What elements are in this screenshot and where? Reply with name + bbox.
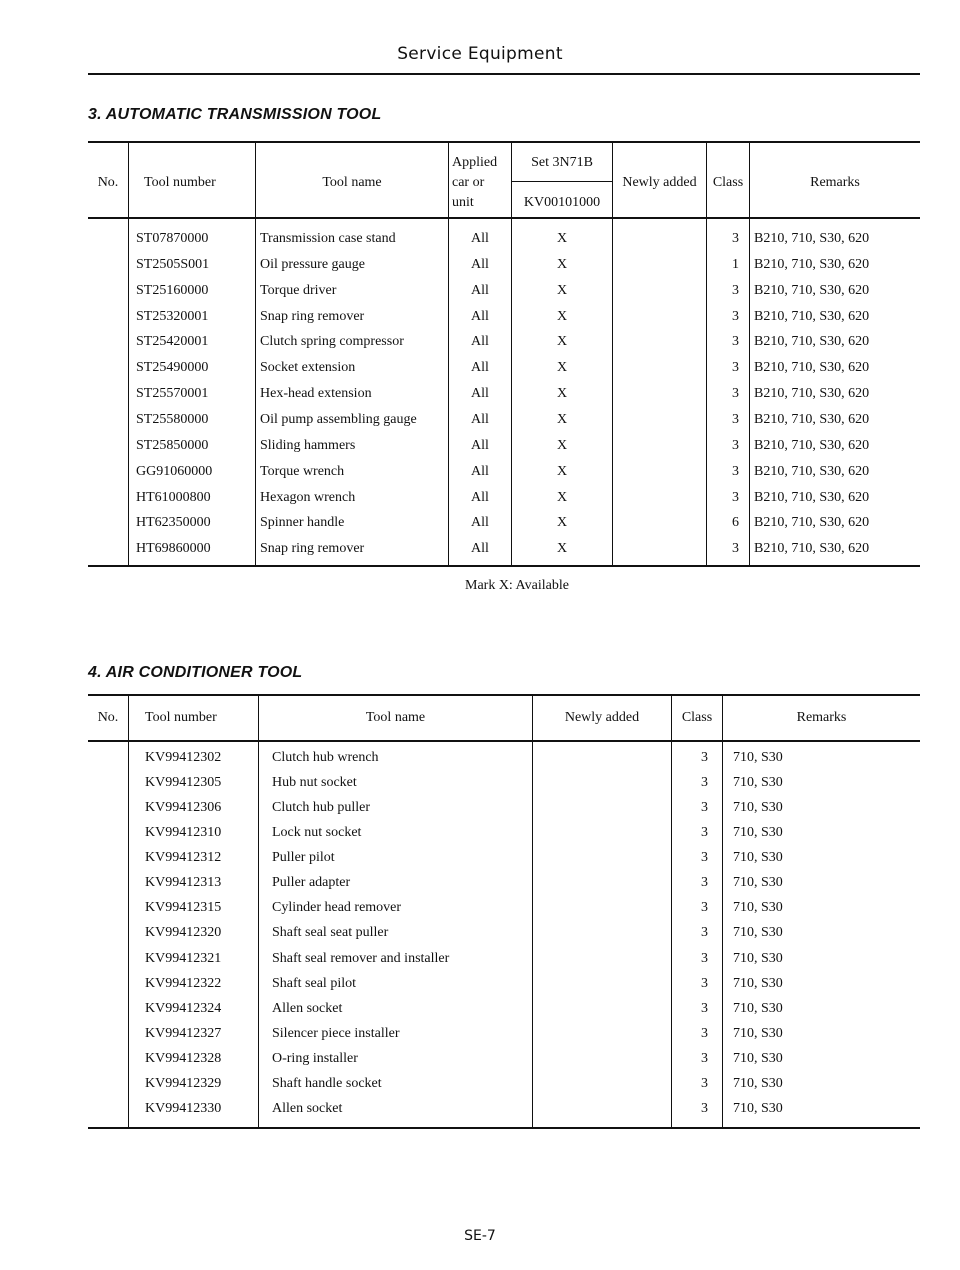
remarks: B210, 710, S30, 620 bbox=[754, 386, 870, 401]
remarks: 710, S30 bbox=[733, 825, 783, 840]
applied-car: All bbox=[471, 541, 489, 556]
ac-col-divider bbox=[532, 695, 533, 1129]
ac-header-newly-added: Newly added bbox=[564, 710, 640, 725]
at-header-newly-added: Newly added bbox=[622, 175, 697, 190]
ac-header-tool-name: Tool name bbox=[365, 710, 426, 725]
set-mark: X bbox=[556, 464, 568, 479]
at-set-divider bbox=[511, 181, 612, 182]
tool-number: HT62350000 bbox=[136, 515, 211, 530]
at-header-set-number: KV00101000 bbox=[523, 195, 601, 210]
class-value: 3 bbox=[701, 800, 708, 815]
class-value: 3 bbox=[732, 360, 739, 375]
class-value: 3 bbox=[732, 412, 739, 427]
tool-number: ST25420001 bbox=[136, 334, 209, 349]
set-mark: X bbox=[556, 309, 568, 324]
remarks: B210, 710, S30, 620 bbox=[754, 541, 870, 556]
applied-car: All bbox=[471, 490, 489, 505]
applied-car: All bbox=[471, 283, 489, 298]
tool-number: KV99412315 bbox=[145, 900, 222, 915]
class-value: 3 bbox=[701, 775, 708, 790]
set-mark: X bbox=[556, 490, 568, 505]
tool-number: KV99412302 bbox=[145, 750, 222, 765]
applied-car: All bbox=[471, 360, 489, 375]
at-header-set-name: Set 3N71B bbox=[531, 155, 593, 170]
tool-name: Allen socket bbox=[272, 1101, 343, 1116]
applied-car: All bbox=[471, 515, 489, 530]
class-value: 3 bbox=[732, 309, 739, 324]
remarks: 710, S30 bbox=[733, 1026, 783, 1041]
ac-header-class: Class bbox=[681, 710, 713, 725]
remarks: B210, 710, S30, 620 bbox=[754, 412, 870, 427]
set-mark: X bbox=[556, 412, 568, 427]
tool-name: Socket extension bbox=[260, 360, 356, 375]
class-value: 6 bbox=[732, 515, 739, 530]
remarks: 710, S30 bbox=[733, 775, 783, 790]
class-value: 3 bbox=[732, 231, 739, 246]
at-header-applied-line1: Applied bbox=[452, 155, 498, 170]
at-header-applied-line2: car or bbox=[452, 175, 485, 190]
tool-name: Puller adapter bbox=[272, 875, 351, 890]
tool-number: HT61000800 bbox=[136, 490, 211, 505]
applied-car: All bbox=[471, 438, 489, 453]
class-value: 1 bbox=[732, 257, 739, 272]
tool-name: Shaft handle socket bbox=[272, 1076, 382, 1091]
remarks: 710, S30 bbox=[733, 1001, 783, 1016]
at-header-tool-name: Tool name bbox=[322, 175, 382, 190]
ac-col-divider bbox=[258, 695, 259, 1129]
page-header: Service Equipment bbox=[397, 44, 563, 64]
ac-col-divider bbox=[722, 695, 723, 1129]
applied-car: All bbox=[471, 309, 489, 324]
applied-car: All bbox=[471, 257, 489, 272]
at-header-no: No. bbox=[97, 175, 119, 190]
set-mark: X bbox=[556, 257, 568, 272]
remarks: 710, S30 bbox=[733, 1076, 783, 1091]
tool-name: Oil pressure gauge bbox=[260, 257, 365, 272]
class-value: 3 bbox=[701, 976, 708, 991]
class-value: 3 bbox=[701, 1001, 708, 1016]
class-value: 3 bbox=[701, 1051, 708, 1066]
tool-number: KV99412305 bbox=[145, 775, 222, 790]
tool-number: ST25160000 bbox=[136, 283, 209, 298]
class-value: 3 bbox=[732, 283, 739, 298]
header-rule bbox=[88, 73, 920, 75]
remarks: B210, 710, S30, 620 bbox=[754, 257, 870, 272]
set-mark: X bbox=[556, 386, 568, 401]
at-header-remarks: Remarks bbox=[810, 175, 860, 190]
page-number: SE-7 bbox=[464, 1228, 496, 1244]
tool-number: ST25320001 bbox=[136, 309, 209, 324]
tool-name: Shaft seal seat puller bbox=[272, 925, 389, 940]
tool-name: Snap ring remover bbox=[260, 309, 365, 324]
tool-number: KV99412306 bbox=[145, 800, 222, 815]
at-top-rule bbox=[88, 141, 920, 143]
tool-name: Torque driver bbox=[260, 283, 337, 298]
at-section-title: 3. AUTOMATIC TRANSMISSION TOOL bbox=[88, 106, 382, 123]
tool-name: Allen socket bbox=[272, 1001, 343, 1016]
tool-name: Lock nut socket bbox=[272, 825, 362, 840]
at-footnote: Mark X: Available bbox=[465, 578, 569, 593]
tool-number: KV99412320 bbox=[145, 925, 222, 940]
tool-name: Sliding hammers bbox=[260, 438, 356, 453]
class-value: 3 bbox=[701, 1076, 708, 1091]
tool-number: HT69860000 bbox=[136, 541, 211, 556]
tool-number: ST07870000 bbox=[136, 231, 209, 246]
applied-car: All bbox=[471, 231, 489, 246]
class-value: 3 bbox=[701, 900, 708, 915]
set-mark: X bbox=[556, 515, 568, 530]
remarks: B210, 710, S30, 620 bbox=[754, 515, 870, 530]
tool-name: Spinner handle bbox=[260, 515, 345, 530]
applied-car: All bbox=[471, 412, 489, 427]
class-value: 3 bbox=[732, 438, 739, 453]
tool-name: Snap ring remover bbox=[260, 541, 365, 556]
at-header-tool-number: Tool number bbox=[144, 175, 216, 190]
tool-name: Clutch hub puller bbox=[272, 800, 370, 815]
tool-name: Transmission case stand bbox=[260, 231, 396, 246]
applied-car: All bbox=[471, 464, 489, 479]
tool-name: Oil pump assembling gauge bbox=[260, 412, 417, 427]
tool-number: ST25850000 bbox=[136, 438, 209, 453]
ac-bottom-rule bbox=[88, 1127, 920, 1129]
class-value: 3 bbox=[701, 1101, 708, 1116]
ac-header-tool-number: Tool number bbox=[145, 710, 217, 725]
set-mark: X bbox=[556, 438, 568, 453]
ac-header-rule bbox=[88, 740, 920, 742]
tool-number: KV99412328 bbox=[145, 1051, 222, 1066]
tool-number: ST25570001 bbox=[136, 386, 209, 401]
at-header-rule bbox=[88, 217, 920, 219]
tool-number: KV99412327 bbox=[145, 1026, 222, 1041]
remarks: B210, 710, S30, 620 bbox=[754, 309, 870, 324]
applied-car: All bbox=[471, 334, 489, 349]
remarks: B210, 710, S30, 620 bbox=[754, 283, 870, 298]
at-col-divider bbox=[749, 142, 750, 566]
class-value: 3 bbox=[701, 825, 708, 840]
remarks: 710, S30 bbox=[733, 850, 783, 865]
tool-number: KV99412313 bbox=[145, 875, 222, 890]
class-value: 3 bbox=[732, 386, 739, 401]
class-value: 3 bbox=[701, 850, 708, 865]
tool-name: Torque wrench bbox=[260, 464, 345, 479]
tool-name: Puller pilot bbox=[272, 850, 335, 865]
remarks: B210, 710, S30, 620 bbox=[754, 231, 870, 246]
remarks: 710, S30 bbox=[733, 951, 783, 966]
class-value: 3 bbox=[732, 541, 739, 556]
set-mark: X bbox=[556, 360, 568, 375]
remarks: B210, 710, S30, 620 bbox=[754, 360, 870, 375]
tool-name: Hub nut socket bbox=[272, 775, 357, 790]
remarks: B210, 710, S30, 620 bbox=[754, 464, 870, 479]
at-header-class: Class bbox=[712, 175, 744, 190]
remarks: 710, S30 bbox=[733, 925, 783, 940]
tool-number: KV99412324 bbox=[145, 1001, 222, 1016]
remarks: 710, S30 bbox=[733, 1051, 783, 1066]
tool-number: ST25490000 bbox=[136, 360, 209, 375]
tool-name: Hex-head extension bbox=[260, 386, 372, 401]
remarks: 710, S30 bbox=[733, 1101, 783, 1116]
tool-number: KV99412310 bbox=[145, 825, 222, 840]
tool-name: Clutch spring compressor bbox=[260, 334, 404, 349]
set-mark: X bbox=[556, 231, 568, 246]
applied-car: All bbox=[471, 386, 489, 401]
remarks: 710, S30 bbox=[733, 875, 783, 890]
tool-name: Shaft seal pilot bbox=[272, 976, 356, 991]
tool-number: ST25580000 bbox=[136, 412, 209, 427]
tool-number: KV99412312 bbox=[145, 850, 222, 865]
remarks: 710, S30 bbox=[733, 800, 783, 815]
at-col-divider bbox=[612, 142, 613, 566]
at-col-divider bbox=[255, 142, 256, 566]
class-value: 3 bbox=[732, 334, 739, 349]
set-mark: X bbox=[556, 334, 568, 349]
set-mark: X bbox=[556, 283, 568, 298]
at-bottom-rule bbox=[88, 565, 920, 567]
class-value: 3 bbox=[701, 925, 708, 940]
class-value: 3 bbox=[701, 875, 708, 890]
class-value: 3 bbox=[732, 464, 739, 479]
tool-number: KV99412322 bbox=[145, 976, 222, 991]
tool-name: Silencer piece installer bbox=[272, 1026, 400, 1041]
ac-header-remarks: Remarks bbox=[796, 710, 847, 725]
tool-number: ST2505S001 bbox=[136, 257, 210, 272]
remarks: B210, 710, S30, 620 bbox=[754, 438, 870, 453]
ac-section-title: 4. AIR CONDITIONER TOOL bbox=[88, 664, 303, 681]
tool-name: Clutch hub wrench bbox=[272, 750, 379, 765]
tool-name: O-ring installer bbox=[272, 1051, 358, 1066]
remarks: 710, S30 bbox=[733, 900, 783, 915]
tool-number: GG91060000 bbox=[136, 464, 213, 479]
class-value: 3 bbox=[701, 750, 708, 765]
remarks: B210, 710, S30, 620 bbox=[754, 334, 870, 349]
tool-name: Shaft seal remover and installer bbox=[272, 951, 450, 966]
tool-number: KV99412329 bbox=[145, 1076, 222, 1091]
ac-col-divider bbox=[128, 695, 129, 1129]
class-value: 3 bbox=[701, 951, 708, 966]
class-value: 3 bbox=[701, 1026, 708, 1041]
remarks: B210, 710, S30, 620 bbox=[754, 490, 870, 505]
ac-header-no: No. bbox=[97, 710, 119, 725]
remarks: 710, S30 bbox=[733, 976, 783, 991]
at-col-divider bbox=[128, 142, 129, 566]
remarks: 710, S30 bbox=[733, 750, 783, 765]
class-value: 3 bbox=[732, 490, 739, 505]
set-mark: X bbox=[556, 541, 568, 556]
tool-number: KV99412330 bbox=[145, 1101, 222, 1116]
at-header-applied-line3: unit bbox=[452, 195, 474, 210]
tool-name: Hexagon wrench bbox=[260, 490, 356, 505]
ac-top-rule bbox=[88, 694, 920, 696]
tool-number: KV99412321 bbox=[145, 951, 222, 966]
tool-name: Cylinder head remover bbox=[272, 900, 402, 915]
